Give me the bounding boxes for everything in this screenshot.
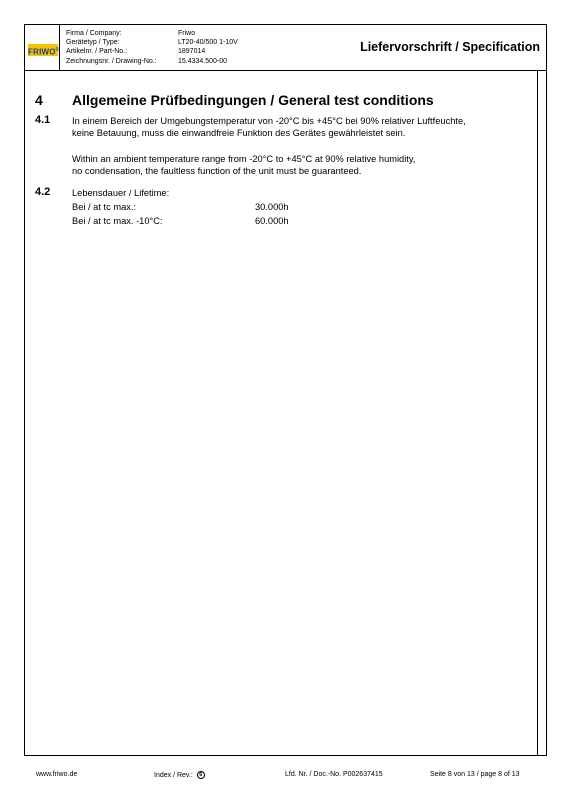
lifetime-row-label: Bei / at tc max. -10°C: xyxy=(72,216,163,226)
document-header xyxy=(25,25,546,71)
company-value: Friwo xyxy=(178,30,196,37)
paragraph-english xyxy=(72,153,532,177)
part-no-value: 1897014 xyxy=(178,48,206,56)
revision-badge: 6 xyxy=(197,771,205,779)
right-margin-rule xyxy=(537,71,538,756)
paragraph-line: In einem Bereich der Umgebungstemperatur von -20°C bis +45°C bei 90% relativer Luftfeuchte, xyxy=(72,116,466,126)
subsection-number-4-1: 4.1 xyxy=(35,114,51,126)
document-title: Liefervorschrift / Specification xyxy=(360,40,540,54)
type-label: Gerätetyp / Type: xyxy=(66,39,120,47)
company-label: Firma / Company: xyxy=(66,30,122,37)
section-title: Allgemeine Prüfbedingungen / General test conditions xyxy=(72,92,434,108)
part-no-label: Artikelnr. / Part-No.: xyxy=(66,48,128,56)
paragraph-line: keine Betauung, muss die einwandfreie Funktion des Gerätes gewährleistet sein. xyxy=(72,128,406,138)
header-values xyxy=(178,29,238,66)
drawing-no-value: 15.4334.500-00 xyxy=(178,57,228,65)
lifetime-row-label: Bei / at tc max.: xyxy=(72,202,137,212)
lifetime-heading: Lebensdauer / Lifetime: xyxy=(72,188,170,198)
drawing-no-label: Zeichnungsnr. / Drawing-No.: xyxy=(66,57,157,65)
index-label: Index / Rev.: xyxy=(154,771,193,779)
footer-website: www.friwo.de xyxy=(36,771,78,778)
header-labels xyxy=(66,29,157,66)
section-number: 4 xyxy=(35,92,43,108)
paragraph-german xyxy=(72,115,532,139)
footer-index xyxy=(154,771,205,779)
paragraph-line: no condensation, the faultless function of the unit must be guaranteed. xyxy=(72,166,362,176)
paragraph-line: Within an ambient temperature range from -20°C to +45°C at 90% relative humidity, xyxy=(72,154,416,164)
footer-doc-number: Lfd. Nr. / Doc.-No. P002637415 xyxy=(285,771,383,778)
friwo-logo: FRIWO® xyxy=(28,44,58,56)
footer-page-number: Seite 8 von 13 / page 8 of 13 xyxy=(430,771,520,778)
lifetime-row-value: 30.000h xyxy=(255,202,289,212)
subsection-number-4-2: 4.2 xyxy=(35,186,51,198)
type-value: LT20-40/500 1-10V xyxy=(178,39,238,47)
logo-cell xyxy=(25,25,60,70)
lifetime-row-value: 60.000h xyxy=(255,216,289,226)
